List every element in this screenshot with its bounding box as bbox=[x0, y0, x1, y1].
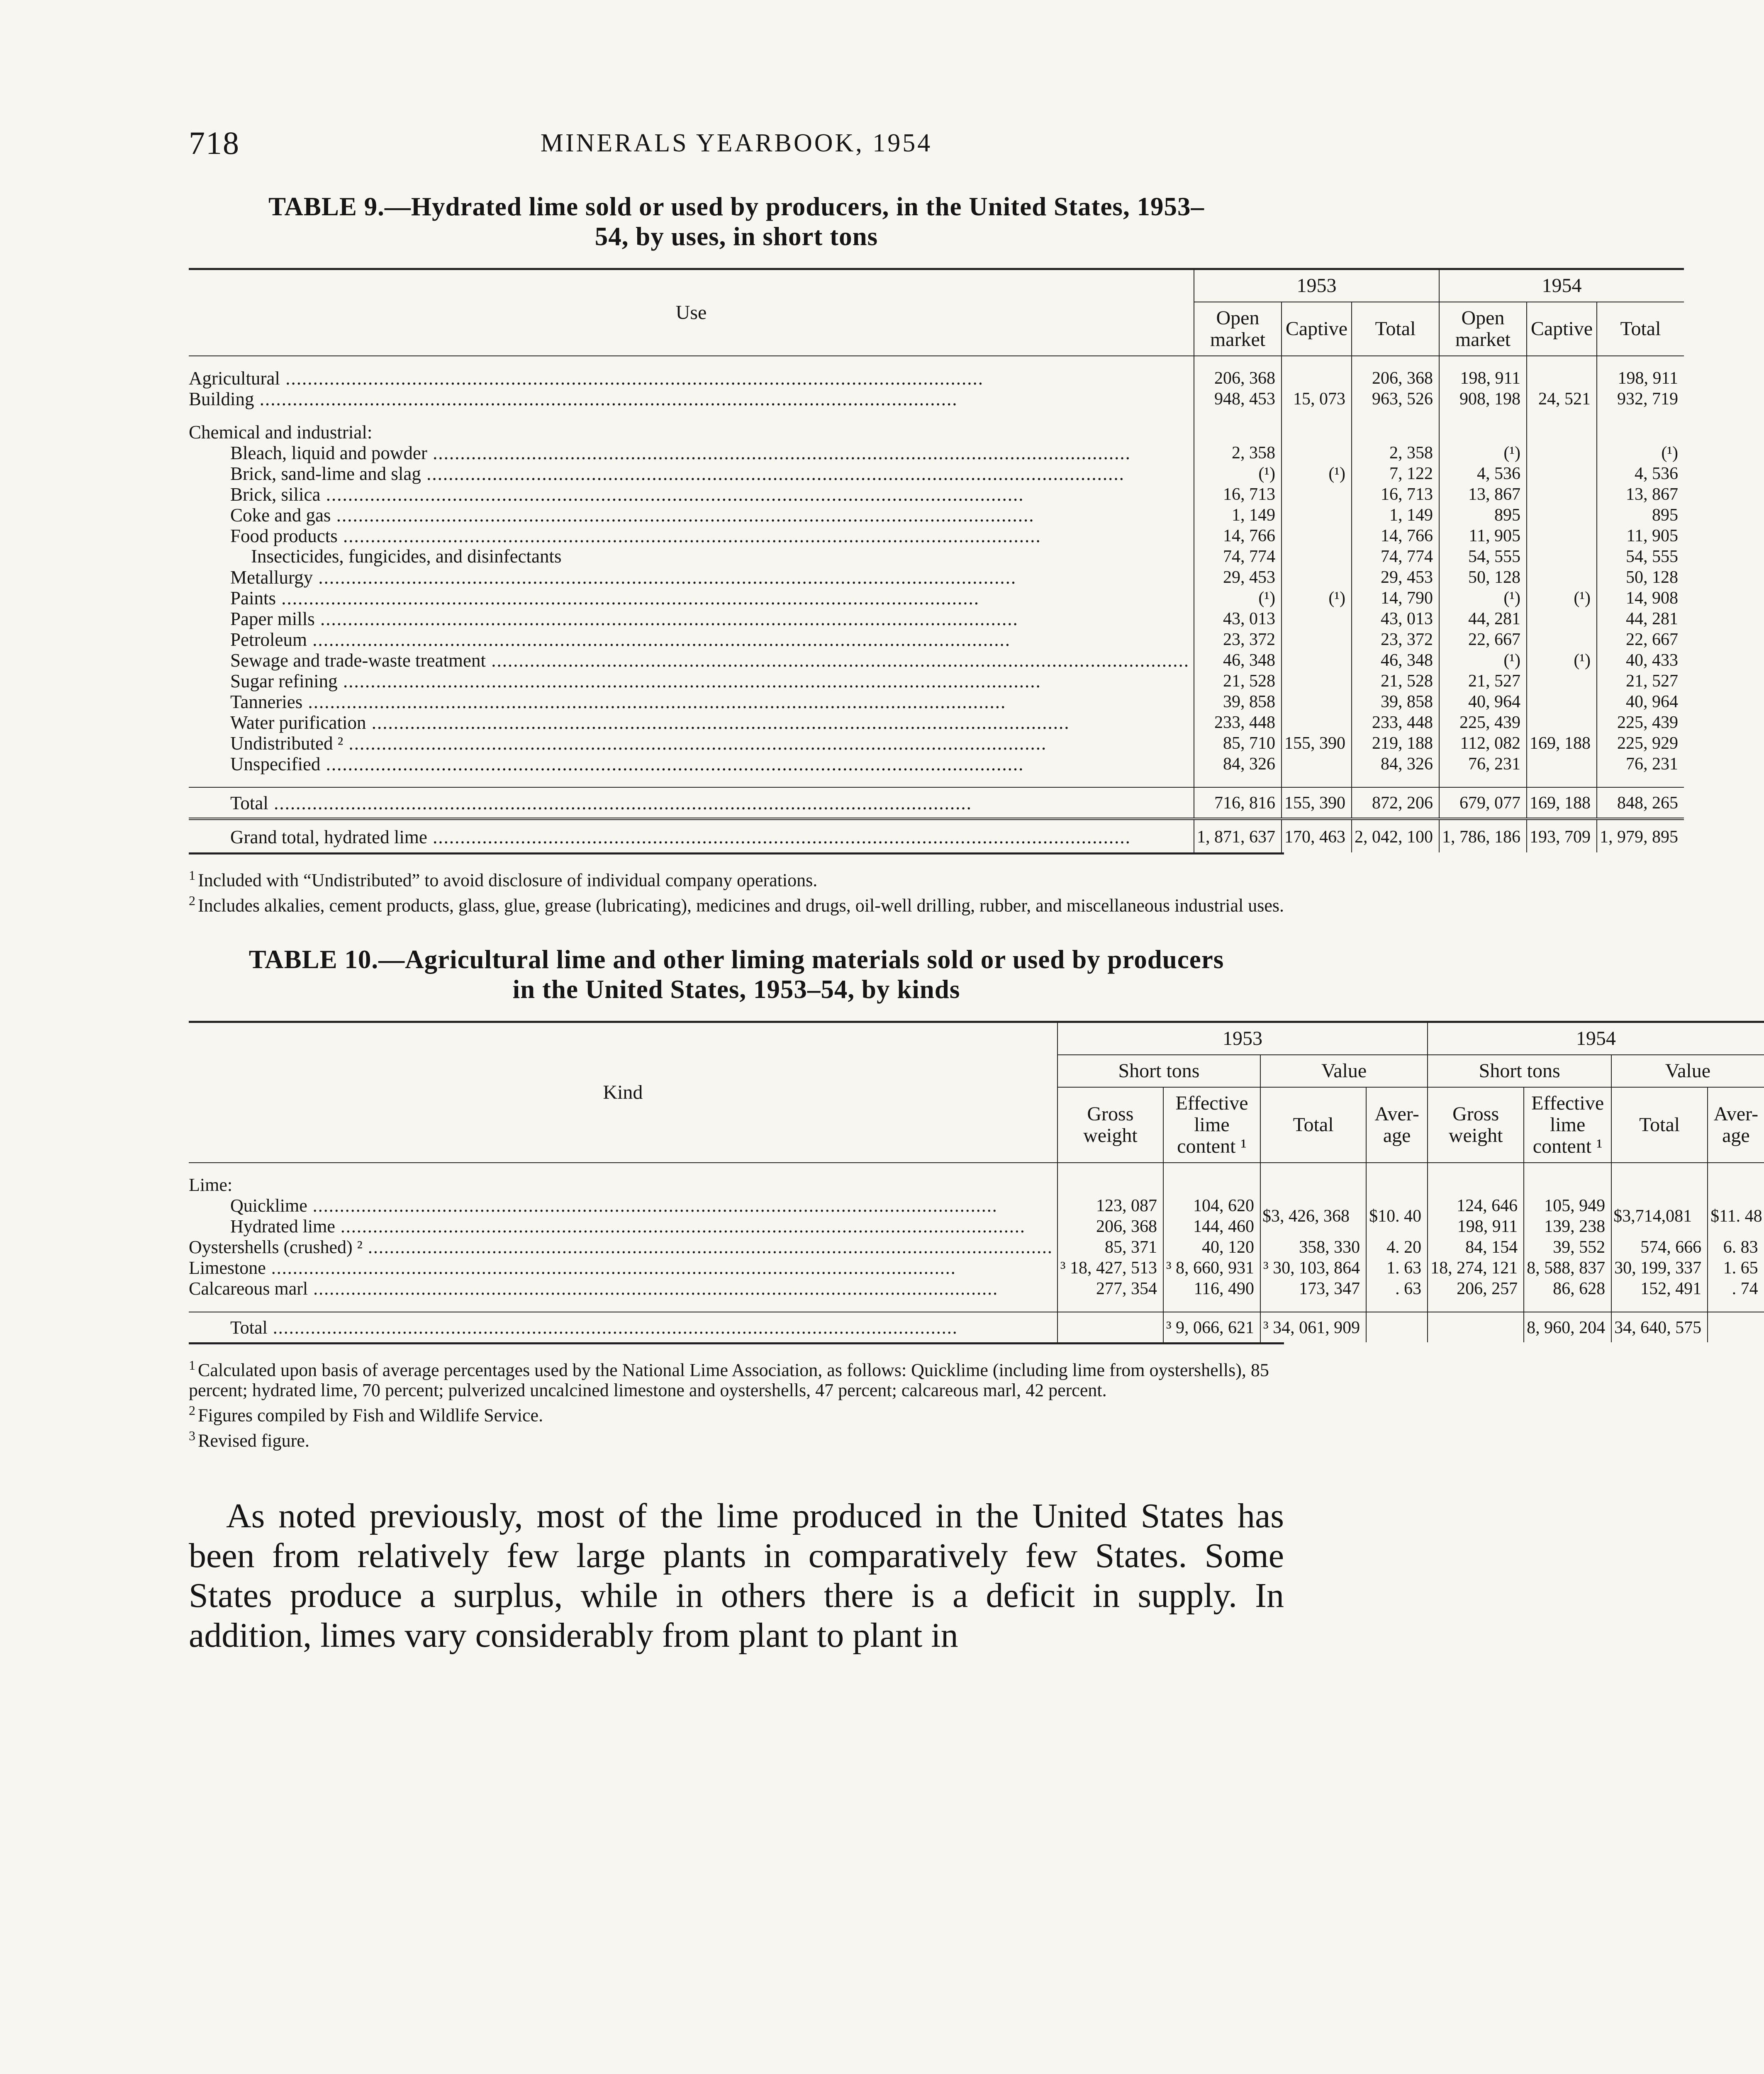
table-cell: 34, 640, 575 bbox=[1611, 1312, 1708, 1342]
table-cell: 1. 65 bbox=[1708, 1258, 1764, 1278]
table-cell bbox=[1282, 526, 1352, 546]
table-cell bbox=[1527, 609, 1597, 629]
table-cell: 155, 390 bbox=[1282, 787, 1352, 819]
footnote-text: Includes alkalies, cement products, glass, glue, grease (lubricating), medicines and drugs, oil-well drilling, rubber, and miscellaneous industrial uses. bbox=[198, 895, 1284, 916]
table-cell: 11, 905 bbox=[1439, 526, 1527, 546]
table-cell: 16, 713 bbox=[1352, 484, 1439, 505]
table-cell: ³ 8, 660, 931 bbox=[1163, 1258, 1260, 1278]
table-cell: 43, 013 bbox=[1194, 609, 1282, 629]
book-title: MINERALS YEARBOOK, 1954 bbox=[540, 129, 933, 157]
footnote bbox=[189, 865, 1284, 891]
footnote bbox=[189, 891, 1284, 916]
row-label: Brick, sand-lime and slag ..... bbox=[230, 463, 1125, 484]
table-cell: 86, 628 bbox=[1524, 1278, 1611, 1299]
table-cell: 4. 20 bbox=[1366, 1237, 1428, 1258]
table-cell: 233, 448 bbox=[1352, 712, 1439, 733]
row-label: Sewage and trade-waste treatment ..... bbox=[230, 650, 1189, 671]
table-cell: 198, 911 bbox=[1597, 356, 1684, 389]
table9-header-1953: 1953 bbox=[1194, 269, 1439, 302]
table-cell: 13, 867 bbox=[1439, 484, 1527, 505]
table-cell bbox=[1527, 691, 1597, 712]
table-cell: 11, 905 bbox=[1597, 526, 1684, 546]
table-cell: 84, 326 bbox=[1352, 754, 1439, 774]
table-cell: 1, 149 bbox=[1352, 505, 1439, 526]
table-cell: 84, 326 bbox=[1194, 754, 1282, 774]
table-row bbox=[189, 1237, 1764, 1258]
row-label: Total ..... bbox=[230, 1317, 958, 1338]
table10-header-gross-1954: Gross weight bbox=[1428, 1087, 1524, 1163]
table-cell: 39, 858 bbox=[1194, 691, 1282, 712]
table9-total-rows bbox=[189, 774, 1684, 852]
table10-header-short-tons-1954: Short tons bbox=[1428, 1055, 1611, 1087]
table-row bbox=[189, 463, 1684, 484]
table-cell: 1, 979, 895 bbox=[1597, 819, 1684, 852]
table-cell: 4, 536 bbox=[1439, 463, 1527, 484]
row-label: Insecticides, fungicides, and disinfectants bbox=[251, 546, 562, 567]
table10-cell: 139, 238 bbox=[1524, 1216, 1611, 1237]
table-row bbox=[189, 1278, 1764, 1299]
table10-cell: 124, 646 bbox=[1428, 1195, 1524, 1216]
table10-cell-lime-value-1954: $3,714,081 bbox=[1611, 1195, 1708, 1237]
table10-title bbox=[189, 944, 1284, 1004]
footnote-text: Figures compiled by Fish and Wildlife Service. bbox=[198, 1405, 543, 1426]
row-label: Paints ..... bbox=[230, 588, 979, 609]
table-cell: 29, 453 bbox=[1194, 567, 1282, 588]
table-cell: (¹) bbox=[1194, 463, 1282, 484]
table-cell bbox=[1282, 609, 1352, 629]
table-cell: 14, 790 bbox=[1352, 588, 1439, 609]
footnote-marker: 1 bbox=[189, 1358, 195, 1373]
table-row bbox=[189, 629, 1684, 650]
table-cell: 895 bbox=[1597, 505, 1684, 526]
table-cell: (¹) bbox=[1282, 588, 1352, 609]
table-cell: 206, 368 bbox=[1352, 356, 1439, 389]
table-cell bbox=[1282, 546, 1352, 567]
table10-cell-lime-avg-1953: $10. 40 bbox=[1366, 1195, 1428, 1237]
table9-footnotes bbox=[189, 865, 1284, 915]
table10-bottom-rule bbox=[189, 1342, 1284, 1344]
table10-row-label: Quicklime ..... bbox=[230, 1195, 998, 1216]
table-cell: 54, 555 bbox=[1439, 546, 1527, 567]
table-row bbox=[189, 443, 1684, 463]
table-cell: 6. 83 bbox=[1708, 1237, 1764, 1258]
table9-chem-group bbox=[189, 409, 1684, 443]
table-row bbox=[189, 389, 1684, 409]
table10-header-value-1954: Value bbox=[1611, 1055, 1764, 1087]
table-cell bbox=[1527, 629, 1597, 650]
table-cell: 22, 667 bbox=[1597, 629, 1684, 650]
table-cell: 152, 491 bbox=[1611, 1278, 1708, 1299]
table9-title-line1: TABLE 9.—Hydrated lime sold or used by producers, in the United States, 1953– bbox=[268, 192, 1204, 221]
table10-cell: 206, 368 bbox=[1057, 1216, 1163, 1237]
table9-grand-total-row bbox=[189, 819, 1684, 852]
table-cell: 895 bbox=[1439, 505, 1527, 526]
table-cell bbox=[1282, 691, 1352, 712]
table10-header-short-tons-1953: Short tons bbox=[1057, 1055, 1260, 1087]
table10-header-kind: Kind bbox=[189, 1022, 1057, 1163]
table10-body bbox=[189, 1163, 1764, 1237]
table10-header-total-1954: Total bbox=[1611, 1087, 1708, 1163]
table-cell: 155, 390 bbox=[1282, 733, 1352, 754]
row-label: Unspecified ..... bbox=[230, 754, 1024, 774]
table-row bbox=[189, 526, 1684, 546]
table-cell: 8, 588, 837 bbox=[1524, 1258, 1611, 1278]
table-cell: 358, 330 bbox=[1260, 1237, 1366, 1258]
table10-header-average-1954: Aver-age bbox=[1708, 1087, 1764, 1163]
table-row bbox=[189, 733, 1684, 754]
table10-cell: 123, 087 bbox=[1057, 1195, 1163, 1216]
table-cell: 85, 710 bbox=[1194, 733, 1282, 754]
row-label: Bleach, liquid and powder ..... bbox=[230, 443, 1131, 463]
footnote-marker: 2 bbox=[189, 893, 195, 908]
table-cell: 74, 774 bbox=[1194, 546, 1282, 567]
table10 bbox=[189, 1021, 1764, 1342]
table-cell: 84, 154 bbox=[1428, 1237, 1524, 1258]
table-cell: 1, 871, 637 bbox=[1194, 819, 1282, 852]
footnote-marker: 3 bbox=[189, 1428, 195, 1443]
row-label: Undistributed ² ..... bbox=[230, 733, 1047, 754]
table-cell: ³ 34, 061, 909 bbox=[1260, 1312, 1366, 1342]
table-cell: ³ 30, 103, 864 bbox=[1260, 1258, 1366, 1278]
table10-header-effective-1953: Effective lime content ¹ bbox=[1163, 1087, 1260, 1163]
table-cell: ³ 18, 427, 513 bbox=[1057, 1258, 1163, 1278]
table-row bbox=[189, 567, 1684, 588]
row-label: Water purification ..... bbox=[230, 712, 1070, 733]
table-cell: 39, 858 bbox=[1352, 691, 1439, 712]
table-row bbox=[189, 650, 1684, 671]
table10-header-average-1953: Aver-age bbox=[1366, 1087, 1428, 1163]
table-cell: 74, 774 bbox=[1352, 546, 1439, 567]
footnote-text: Included with “Undistributed” to avoid disclosure of individual company operations. bbox=[198, 870, 818, 891]
table-cell bbox=[1527, 754, 1597, 774]
table-cell bbox=[1527, 463, 1597, 484]
table-cell: 15, 073 bbox=[1282, 389, 1352, 409]
table-cell: 21, 527 bbox=[1597, 671, 1684, 691]
table10-header-gross-1953: Gross weight bbox=[1057, 1087, 1163, 1163]
table-cell: 50, 128 bbox=[1597, 567, 1684, 588]
table-row bbox=[189, 1258, 1764, 1278]
table-cell: 85, 371 bbox=[1057, 1237, 1163, 1258]
row-label: Grand total, hydrated lime ..... bbox=[230, 827, 1131, 847]
footnote bbox=[189, 1400, 1284, 1426]
table-cell: 2, 358 bbox=[1352, 443, 1439, 463]
table9-total-row bbox=[189, 787, 1684, 819]
table9-header-captive-1954: Captive bbox=[1527, 302, 1597, 356]
table-cell: 39, 552 bbox=[1524, 1237, 1611, 1258]
table10-cell-lime-value-1953: $3, 426, 368 bbox=[1260, 1195, 1366, 1237]
table10-header-1953: 1953 bbox=[1057, 1022, 1428, 1055]
table-cell: 40, 964 bbox=[1439, 691, 1527, 712]
table10-footnotes bbox=[189, 1355, 1284, 1451]
table10-cell-lime-avg-1954: $11. 48 bbox=[1708, 1195, 1764, 1237]
table10-header-1954: 1954 bbox=[1428, 1022, 1764, 1055]
footnote-marker: 1 bbox=[189, 868, 195, 883]
table-cell: 4, 536 bbox=[1597, 463, 1684, 484]
row-label: Building ..... bbox=[189, 389, 958, 409]
row-label: Tanneries ..... bbox=[230, 691, 1006, 712]
table-cell bbox=[1527, 671, 1597, 691]
table-cell bbox=[1282, 650, 1352, 671]
table-cell bbox=[1527, 484, 1597, 505]
table9-header-captive-1953: Captive bbox=[1282, 302, 1352, 356]
row-label: Calcareous marl ..... bbox=[189, 1278, 998, 1299]
table-cell bbox=[1527, 505, 1597, 526]
table-cell: (¹) bbox=[1597, 443, 1684, 463]
footnote bbox=[189, 1355, 1284, 1400]
table-cell: 193, 709 bbox=[1527, 819, 1597, 852]
table-cell: 173, 347 bbox=[1260, 1278, 1366, 1299]
row-label: Limestone ..... bbox=[189, 1258, 956, 1278]
table-cell: 948, 453 bbox=[1194, 389, 1282, 409]
table9-header-total-1954: Total bbox=[1597, 302, 1684, 356]
table-cell: 46, 348 bbox=[1194, 650, 1282, 671]
table-cell: . 74 bbox=[1708, 1278, 1764, 1299]
table10-row-quicklime bbox=[189, 1195, 1764, 1216]
table-cell: 206, 257 bbox=[1428, 1278, 1524, 1299]
table-cell: 225, 929 bbox=[1597, 733, 1684, 754]
table-cell bbox=[1282, 443, 1352, 463]
table-cell: 54, 555 bbox=[1597, 546, 1684, 567]
table-row bbox=[189, 754, 1684, 774]
table-cell: 169, 188 bbox=[1527, 787, 1597, 819]
table-row bbox=[189, 356, 1684, 389]
row-label: Sugar refining ..... bbox=[230, 671, 1041, 691]
table-cell bbox=[1282, 671, 1352, 691]
table9-header-1954: 1954 bbox=[1439, 269, 1684, 302]
table-cell: 8, 960, 204 bbox=[1524, 1312, 1611, 1342]
table-cell: 23, 372 bbox=[1352, 629, 1439, 650]
table-cell: 1, 786, 186 bbox=[1439, 819, 1527, 852]
table-cell: 1, 149 bbox=[1194, 505, 1282, 526]
table-cell: 112, 082 bbox=[1439, 733, 1527, 754]
running-head bbox=[189, 124, 1284, 170]
table-cell bbox=[1527, 712, 1597, 733]
table-cell bbox=[1057, 1312, 1163, 1342]
row-label: Brick, silica ..... bbox=[230, 484, 1024, 505]
table10-cell: 104, 620 bbox=[1163, 1195, 1260, 1216]
table-cell: 30, 199, 337 bbox=[1611, 1258, 1708, 1278]
table9-chem-rows bbox=[189, 443, 1684, 774]
table-cell bbox=[1282, 629, 1352, 650]
table-cell: . 63 bbox=[1366, 1278, 1428, 1299]
table-cell bbox=[1428, 1312, 1524, 1342]
table10-cell: 198, 911 bbox=[1428, 1216, 1524, 1237]
table-cell: 24, 521 bbox=[1527, 389, 1597, 409]
table-cell: 206, 368 bbox=[1194, 356, 1282, 389]
row-label: Paper mills ..... bbox=[230, 609, 1018, 629]
table-cell: 13, 867 bbox=[1597, 484, 1684, 505]
table10-total-row bbox=[189, 1312, 1764, 1342]
table-cell: 21, 528 bbox=[1352, 671, 1439, 691]
table-cell: 2, 042, 100 bbox=[1352, 819, 1439, 852]
table-cell: (¹) bbox=[1439, 650, 1527, 671]
table-cell bbox=[1527, 526, 1597, 546]
table-cell: 908, 198 bbox=[1439, 389, 1527, 409]
table-cell: 716, 816 bbox=[1194, 787, 1282, 819]
table-cell: 22, 667 bbox=[1439, 629, 1527, 650]
table9-top-rows bbox=[189, 356, 1684, 409]
table-cell: 16, 713 bbox=[1194, 484, 1282, 505]
table-cell bbox=[1527, 356, 1597, 389]
table9-bottom-rule bbox=[189, 852, 1284, 854]
table-cell: 963, 526 bbox=[1352, 389, 1439, 409]
table-cell bbox=[1527, 443, 1597, 463]
table-cell: 233, 448 bbox=[1194, 712, 1282, 733]
page-number: 718 bbox=[189, 125, 240, 161]
table10-header-value-1953: Value bbox=[1260, 1055, 1428, 1087]
table-cell: 76, 231 bbox=[1439, 754, 1527, 774]
table10-row-hydrated-lime bbox=[189, 1216, 1764, 1237]
table-cell bbox=[1282, 712, 1352, 733]
table-cell: 872, 206 bbox=[1352, 787, 1439, 819]
table-cell: 14, 908 bbox=[1597, 588, 1684, 609]
table-cell: 219, 188 bbox=[1352, 733, 1439, 754]
table10-title-line2: in the United States, 1953–54, by kinds bbox=[512, 975, 960, 1004]
table-cell: 7, 122 bbox=[1352, 463, 1439, 484]
table10-row-label: Hydrated lime ..... bbox=[230, 1216, 1026, 1237]
table-cell: (¹) bbox=[1282, 463, 1352, 484]
footnote bbox=[189, 1426, 1284, 1451]
table-cell: (¹) bbox=[1194, 588, 1282, 609]
table-row bbox=[189, 691, 1684, 712]
table-cell: 679, 077 bbox=[1439, 787, 1527, 819]
table-cell: 198, 911 bbox=[1439, 356, 1527, 389]
table-cell bbox=[1282, 484, 1352, 505]
footnote-marker: 2 bbox=[189, 1402, 195, 1418]
table-row bbox=[189, 712, 1684, 733]
table-cell: 21, 527 bbox=[1439, 671, 1527, 691]
table-cell: (¹) bbox=[1527, 588, 1597, 609]
table-cell: 225, 439 bbox=[1439, 712, 1527, 733]
row-label: Oystershells (crushed) ² ..... bbox=[189, 1237, 1053, 1257]
table-cell: 932, 719 bbox=[1597, 389, 1684, 409]
table10-title-line1: TABLE 10.—Agricultural lime and other liming materials sold or used by producers bbox=[249, 945, 1224, 974]
table9-header-total-1953: Total bbox=[1352, 302, 1439, 356]
table-row bbox=[189, 484, 1684, 505]
table10-rest-rows bbox=[189, 1237, 1764, 1342]
table-cell: 14, 766 bbox=[1352, 526, 1439, 546]
table-cell: 40, 964 bbox=[1597, 691, 1684, 712]
table-cell bbox=[1282, 356, 1352, 389]
table-cell: 277, 354 bbox=[1057, 1278, 1163, 1299]
table-cell: 848, 265 bbox=[1597, 787, 1684, 819]
table-cell: 40, 433 bbox=[1597, 650, 1684, 671]
table9-header-open-market-1953: Open market bbox=[1194, 302, 1282, 356]
table-cell bbox=[1527, 546, 1597, 567]
footnote-text: Calculated upon basis of average percentages used by the National Lime Association, as follows: Quicklime (including lime from oystershells), 85 percent; hydrated lime, 70 percent; pulverized uncalcined limestone and oystershells, 47 percent; calcareous marl, 42 percent. bbox=[189, 1360, 1269, 1400]
table9-title-line2: 54, by uses, in short tons bbox=[594, 222, 878, 251]
table-cell: (¹) bbox=[1439, 588, 1527, 609]
table-row bbox=[189, 505, 1684, 526]
table-row bbox=[189, 671, 1684, 691]
table-cell: 43, 013 bbox=[1352, 609, 1439, 629]
table-cell: 40, 120 bbox=[1163, 1237, 1260, 1258]
table-cell: 29, 453 bbox=[1352, 567, 1439, 588]
table-cell: 44, 281 bbox=[1597, 609, 1684, 629]
table-cell: 1. 63 bbox=[1366, 1258, 1428, 1278]
table9-header-open-market-1954: Open market bbox=[1439, 302, 1527, 356]
table-row bbox=[189, 546, 1684, 567]
table-cell: 2, 358 bbox=[1194, 443, 1282, 463]
table9-chem-heading: Chemical and industrial: bbox=[189, 422, 373, 443]
table-cell: 44, 281 bbox=[1439, 609, 1527, 629]
table-cell: 46, 348 bbox=[1352, 650, 1439, 671]
row-label: Metallurgy ..... bbox=[230, 567, 1016, 588]
table-cell bbox=[1282, 505, 1352, 526]
table-cell: 23, 372 bbox=[1194, 629, 1282, 650]
table10-header-total-1953: Total bbox=[1260, 1087, 1366, 1163]
table-cell: (¹) bbox=[1527, 650, 1597, 671]
table-cell: 14, 766 bbox=[1194, 526, 1282, 546]
table9-header-use: Use bbox=[189, 269, 1194, 356]
page bbox=[189, 124, 1762, 1690]
table9 bbox=[189, 268, 1684, 852]
table10-header-effective-1954: Effective lime content ¹ bbox=[1524, 1087, 1611, 1163]
table-row bbox=[189, 588, 1684, 609]
table-cell: 18, 274, 121 bbox=[1428, 1258, 1524, 1278]
row-label: Food products ..... bbox=[230, 526, 1041, 546]
row-label: Total ..... bbox=[230, 793, 972, 813]
row-label: Petroleum ..... bbox=[230, 629, 1011, 650]
table-cell: 21, 528 bbox=[1194, 671, 1282, 691]
table-cell bbox=[1366, 1312, 1428, 1342]
table-cell: 50, 128 bbox=[1439, 567, 1527, 588]
table-cell bbox=[1282, 567, 1352, 588]
table10-cell: 105, 949 bbox=[1524, 1195, 1611, 1216]
table-row bbox=[189, 609, 1684, 629]
table-cell bbox=[1282, 754, 1352, 774]
table-cell: 76, 231 bbox=[1597, 754, 1684, 774]
table-cell: (¹) bbox=[1439, 443, 1527, 463]
row-label: Coke and gas ..... bbox=[230, 505, 1034, 526]
table10-cell: 144, 460 bbox=[1163, 1216, 1260, 1237]
footnote-text: Revised figure. bbox=[198, 1430, 309, 1451]
table9-title bbox=[189, 192, 1284, 251]
table10-lime-heading: Lime: bbox=[189, 1175, 233, 1195]
row-label: Agricultural ..... bbox=[189, 368, 984, 389]
table-cell: 170, 463 bbox=[1282, 819, 1352, 852]
table-cell bbox=[1708, 1312, 1764, 1342]
table-cell: 225, 439 bbox=[1597, 712, 1684, 733]
table-cell: 116, 490 bbox=[1163, 1278, 1260, 1299]
table-cell bbox=[1527, 567, 1597, 588]
table-cell: ³ 9, 066, 621 bbox=[1163, 1312, 1260, 1342]
table-cell: 169, 188 bbox=[1527, 733, 1597, 754]
table-cell: 574, 666 bbox=[1611, 1237, 1708, 1258]
body-paragraph: As noted previously, most of the lime produced in the United States has been from relatively few large plants in comparatively few States. Some States produce a surplus, while in others there is a deficit in supply. In addition, limes vary considerably from plant to plant in bbox=[189, 1497, 1284, 1655]
